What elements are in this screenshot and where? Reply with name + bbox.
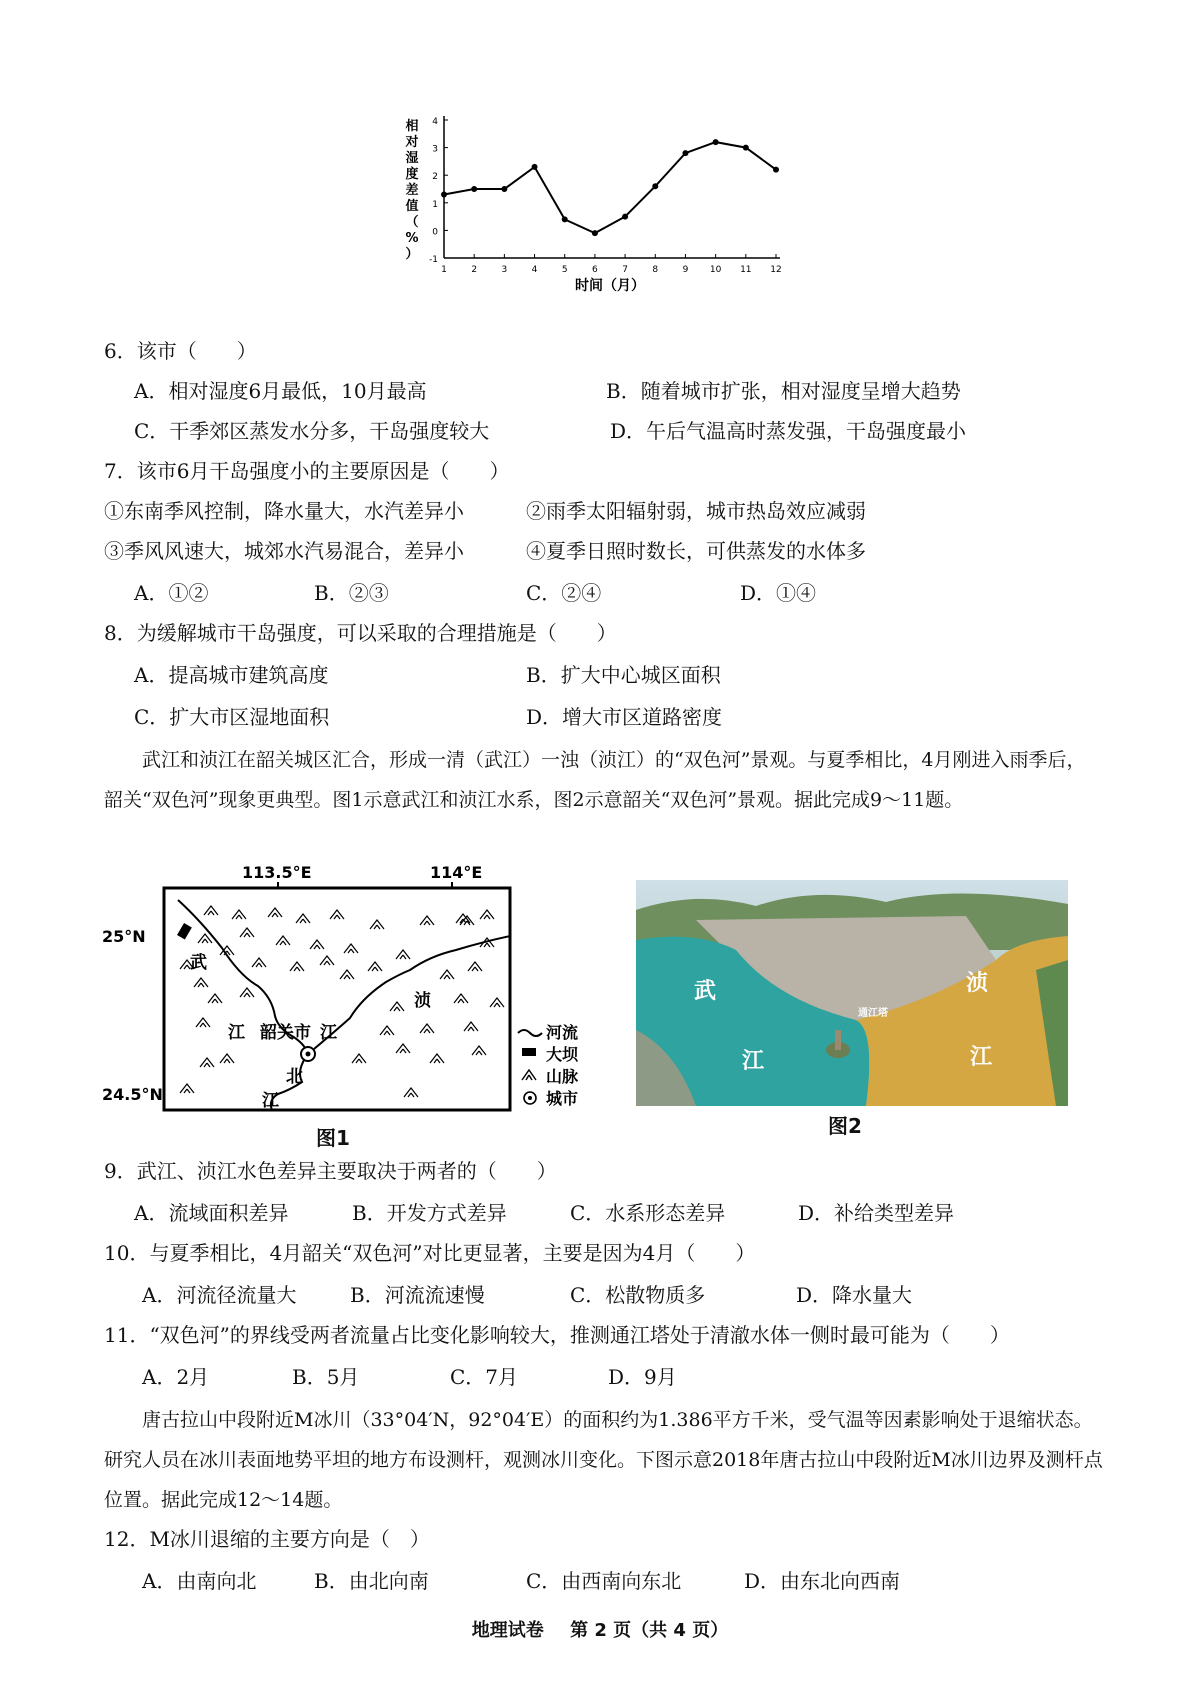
q6-option-d: D．午后气温高时蒸发强，干岛强度最小 [610, 419, 967, 443]
q6-option-b: B．随着城市扩张，相对湿度呈增大趋势 [606, 379, 961, 403]
passage-shuangse-river: 武江和浈江在韶关城区汇合，形成一清（武江）一浊（浈江）的“双色河”景观。与夏季相比，4月刚进入雨季后，韶关“双色河”现象更典型。图1示意武江和浈江水系，图2示意韶关“双色河”景观。据此完成9～11题。 [104, 749, 1086, 811]
q7-statement-1: ①东南季风控制，降水量大，水汽差异小 [104, 499, 464, 523]
q6-stem: 6．该市（ ） [104, 339, 257, 363]
q8-option-d: D．增大市区道路密度 [526, 705, 723, 729]
q10-option-d: D．降水量大 [796, 1283, 913, 1307]
q7-option-c: C．②④ [526, 581, 602, 605]
q10-option-c: C．松散物质多 [570, 1283, 706, 1307]
data-point [652, 183, 658, 189]
photo-label-zhen: 浈 [966, 971, 989, 996]
q9-option-c: C．水系形态差异 [570, 1201, 726, 1225]
q9-stem: 9．武江、浈江水色差异主要取决于两者的（ ） [104, 1159, 557, 1183]
figure1-caption: 图1 [316, 1126, 350, 1150]
q7-option-d: D．①④ [740, 581, 817, 605]
photo-label-wu: 武 [694, 979, 717, 1004]
x-tick-label: 12 [770, 265, 782, 275]
data-point [532, 164, 538, 170]
legend-dam: 大坝 [546, 1045, 579, 1064]
q11-option-c: C．7月 [450, 1365, 519, 1389]
map-label-jiang2: 江 [320, 1023, 337, 1043]
lon-label-1: 113.5°E [242, 863, 312, 882]
data-point [562, 216, 568, 222]
figure2-caption: 图2 [828, 1114, 862, 1138]
y-tick-label: 2 [432, 172, 438, 183]
y-tick-label: 3 [432, 144, 438, 155]
y-axis-label-char: 湿 [405, 151, 419, 166]
map-label-city: 韶关市 [260, 1023, 311, 1043]
map-label-wu: 武 [190, 953, 207, 973]
map-label-jiang3: 江 [262, 1091, 279, 1111]
data-point [501, 186, 507, 192]
q9-option-d: D．补给类型差异 [798, 1201, 955, 1225]
data-point [713, 139, 719, 145]
q7-option-b: B．②③ [314, 581, 389, 605]
q11-stem: 11．“双色河”的界线受两者流量占比变化影响较大，推测通江塔处于清澈水体一侧时最可能为（ ） [104, 1323, 1010, 1347]
q6-option-c: C．干季郊区蒸发水分多，干岛强度较大 [134, 419, 490, 443]
q7-option-a: A．①② [134, 581, 209, 605]
figure2-photo [636, 880, 1068, 1106]
legend-mountain: 山脉 [546, 1067, 579, 1086]
q11-option-b: B．5月 [292, 1365, 360, 1389]
x-tick-label: 9 [682, 265, 689, 275]
y-axis-label-char: % [405, 231, 419, 246]
photo-label-jiang2: 江 [970, 1045, 993, 1070]
x-tick-label: 4 [531, 265, 538, 275]
q12-option-c: C．由西南向东北 [526, 1569, 682, 1593]
q12-option-a: A．由南向北 [142, 1569, 257, 1593]
x-tick-label: 8 [652, 265, 659, 275]
legend-dam-icon [522, 1048, 536, 1056]
y-axis-label-char: ） [405, 247, 419, 262]
y-axis-label-char: 差 [405, 183, 419, 198]
map-label-zhen: 浈 [414, 991, 431, 1011]
q12-option-d: D．由东北向西南 [744, 1569, 901, 1593]
data-point [773, 167, 779, 173]
map-label-bei: 北 [286, 1067, 303, 1087]
page-footer [0, 1616, 1200, 1642]
photo-label-jiang: 江 [742, 1049, 765, 1074]
q9-option-a: A．流域面积差异 [134, 1201, 289, 1225]
x-tick-label: 2 [471, 265, 478, 275]
y-tick-label: 1 [432, 199, 438, 210]
y-axis-label-char: 对 [405, 135, 419, 150]
legend-river-icon [518, 1030, 542, 1036]
x-tick-label: 3 [501, 265, 508, 275]
q6-option-a: A．相对湿度6月最低，10月最高 [134, 379, 427, 403]
data-point [682, 150, 688, 156]
data-point [592, 230, 598, 236]
x-tick-label: 10 [709, 265, 722, 275]
data-point [441, 192, 447, 198]
y-axis-label-char: （ [405, 215, 419, 230]
x-axis-label: 时间（月） [575, 278, 645, 294]
map-label-jiang: 江 [228, 1023, 245, 1043]
y-axis-label-char: 相 [405, 119, 419, 134]
q8-option-a: A．提高城市建筑高度 [134, 663, 329, 687]
data-point [622, 214, 628, 220]
y-tick-label: -1 [429, 255, 438, 265]
q7-statement-3: ③季风风速大，城郊水汽易混合，差异小 [104, 539, 464, 563]
tongjiang-tower [835, 1030, 841, 1050]
x-tick-label: 7 [622, 265, 628, 275]
q10-option-b: B．河流流速慢 [350, 1283, 485, 1307]
data-point [471, 186, 477, 192]
passage-glacier: 唐古拉山中段附近M冰川（33°04′N，92°04′E）的面积约为1.386平方千米，受气温等因素影响处于退缩状态。研究人员在冰川表面地势平坦的地方布设测杆，观测冰川变化。下图示意2018年唐古拉山中段附近M冰川边界及测杆点位置。据此完成12～14题。 [104, 1409, 1103, 1511]
y-axis-label-char: 度 [405, 167, 419, 182]
q7-stem: 7．该市6月干岛强度小的主要原因是（ ） [104, 459, 510, 483]
humidity-chart [400, 110, 800, 320]
legend-river: 河流 [546, 1023, 579, 1042]
q8-option-c: C．扩大市区湿地面积 [134, 705, 330, 729]
x-tick-label: 6 [592, 265, 598, 275]
figure1-map [100, 858, 600, 1128]
q12-stem: 12．M冰川退缩的主要方向是（ ） [104, 1527, 430, 1551]
footer-page: 第 2 页（共 4 页） [570, 1620, 729, 1641]
footer-subject: 地理试卷 [471, 1620, 544, 1641]
q11-option-d: D．9月 [608, 1365, 677, 1389]
legend-mountain-icon [522, 1070, 536, 1080]
q8-option-b: B．扩大中心城区面积 [526, 663, 721, 687]
q11-option-a: A．2月 [142, 1365, 210, 1389]
y-axis-label-char: 值 [405, 199, 419, 214]
q10-option-a: A．河流径流量大 [142, 1283, 297, 1307]
series-line [444, 142, 776, 233]
lon-label-2: 114°E [430, 863, 483, 882]
q9-option-b: B．开发方式差异 [352, 1201, 507, 1225]
photo-label-tower: 通江塔 [858, 1008, 888, 1019]
x-tick-label: 1 [441, 265, 447, 275]
data-point [743, 145, 749, 151]
map-frame [164, 888, 510, 1110]
q7-statement-4: ④夏季日照时数长，可供蒸发的水体多 [526, 539, 866, 563]
lat-label-2: 24.5°N [102, 1085, 163, 1104]
x-tick-label: 5 [561, 265, 568, 275]
q7-statement-2: ②雨季太阳辐射弱，城市热岛效应减弱 [526, 499, 866, 523]
lat-label-1: 25°N [102, 927, 146, 946]
y-tick-label: 0 [432, 227, 438, 238]
q10-stem: 10．与夏季相比，4月韶关“双色河”对比更显著，主要是因为4月（ ） [104, 1241, 756, 1265]
q8-stem: 8．为缓解城市干岛强度，可以采取的合理措施是（ ） [104, 621, 617, 645]
x-tick-label: 11 [740, 265, 752, 275]
legend-city: 城市 [546, 1089, 579, 1108]
y-tick-label: 4 [432, 117, 438, 127]
q12-option-b: B．由北向南 [314, 1569, 429, 1593]
